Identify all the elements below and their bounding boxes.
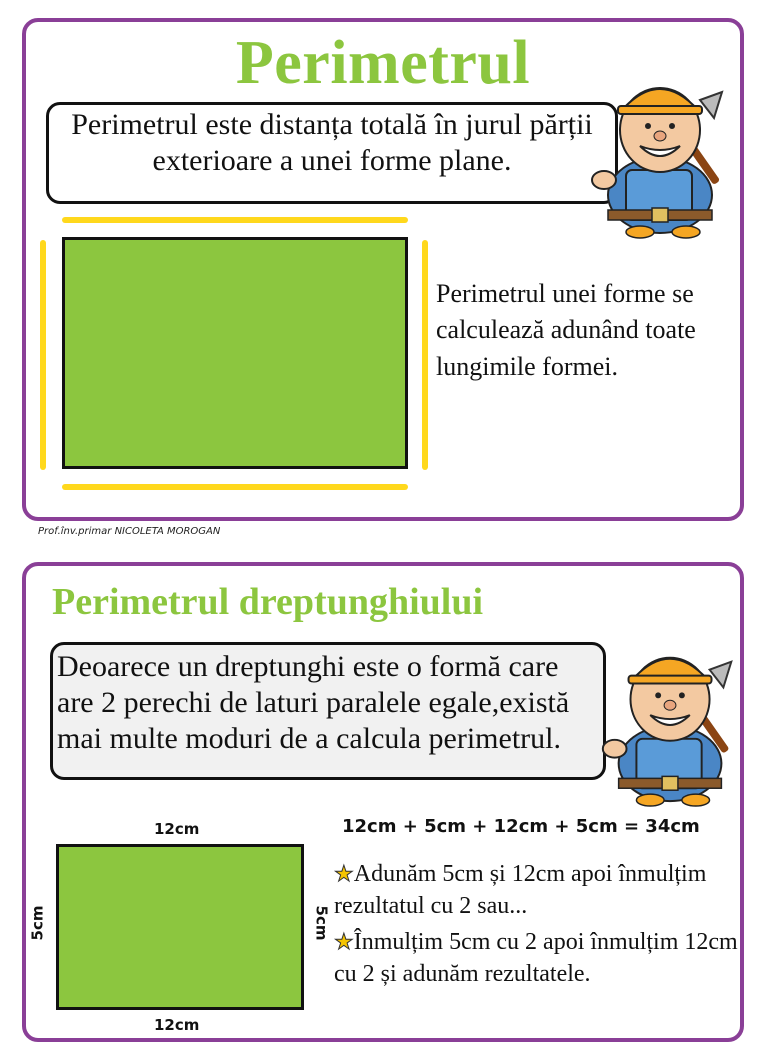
dimension-right-label: 5cm [312, 905, 331, 941]
perimeter-card [22, 18, 744, 521]
construction-worker-icon [582, 70, 742, 240]
dimension-top-label: 12cm [154, 820, 200, 838]
method-one-text: Adunăm 5cm și 12cm apoi înmulțim rezultatul cu 2 sau... [334, 861, 707, 920]
rectangle-diagram [56, 844, 304, 1010]
method-two-text: Înmulțim 5cm cu 2 apoi înmulțim 12cm cu 2 și adunăm rezultatele. [334, 929, 738, 988]
star-icon: ★ [334, 929, 354, 954]
explanation-text: Perimetrul unei forme se calculează adunând toate lungimile formei. [436, 279, 696, 381]
right-edge-highlight [422, 240, 428, 470]
dimension-left-label: 5cm [28, 905, 47, 941]
card-title: Perimetrul [235, 29, 531, 97]
construction-worker-icon [592, 640, 752, 808]
top-edge-highlight [62, 217, 408, 223]
definition-box [46, 102, 618, 204]
author-credit: Prof.înv.primar NICOLETA MOROGAN [38, 526, 221, 537]
left-edge-highlight [40, 240, 46, 470]
perimeter-formula: 12cm + 5cm + 12cm + 5cm = 34cm [342, 816, 700, 837]
card-title: Perimetrul dreptunghiului [52, 581, 484, 623]
bottom-edge-highlight [62, 484, 408, 490]
dimension-bottom-label: 12cm [154, 1016, 200, 1034]
description-box [50, 642, 606, 780]
rectangle-perimeter-card [22, 562, 744, 1042]
method-two [334, 926, 744, 991]
method-one [334, 858, 744, 923]
example-rectangle [62, 237, 408, 469]
definition-text: Perimetrul este distanța totală în jurul părții exterioare a unei forme plane. [71, 108, 593, 177]
description-text: Deoarece un dreptunghi este o formă care are 2 perechi de laturi paralele egale,există mai multe moduri de a calcula perimetrul. [57, 650, 570, 755]
star-icon: ★ [334, 861, 354, 886]
